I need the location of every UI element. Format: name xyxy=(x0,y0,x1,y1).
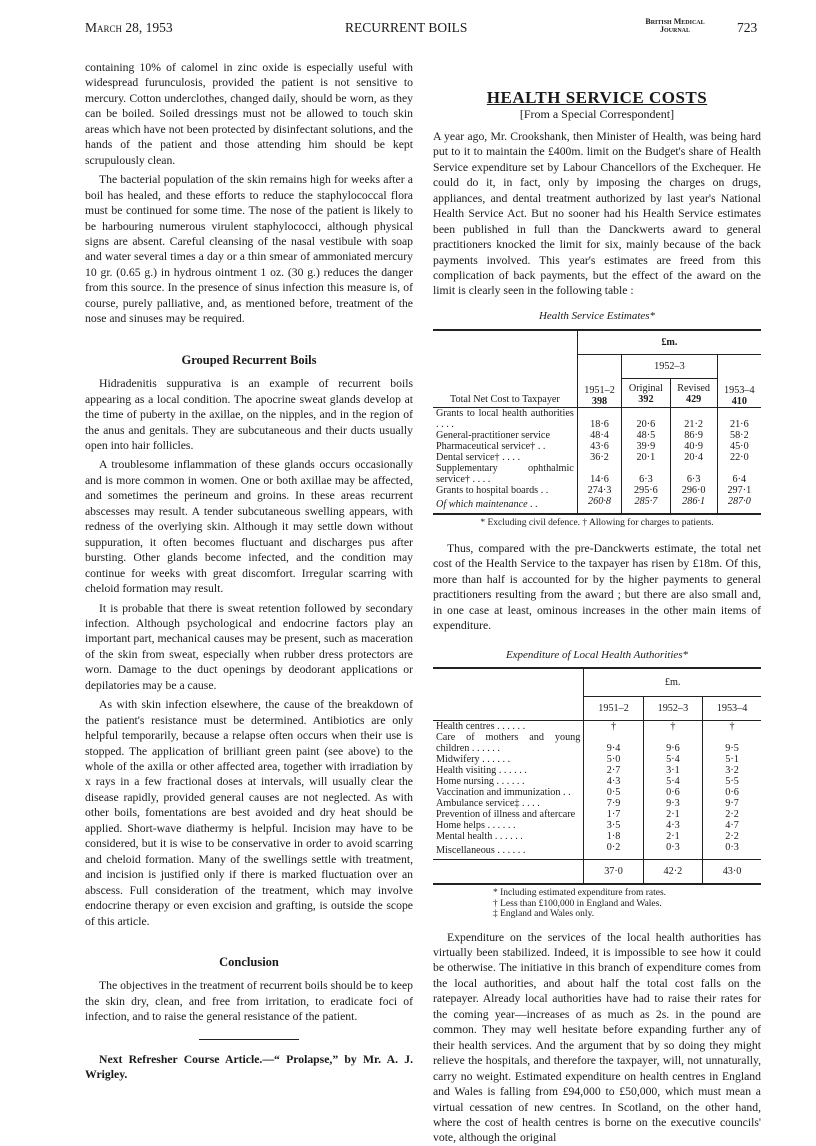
row-label: Vaccination and immunization . . xyxy=(436,787,571,799)
row-label: Supplementary ophthalmic service† . . . . xyxy=(436,463,574,486)
table-cell: 9·4 xyxy=(584,732,643,754)
table-cell xyxy=(577,355,621,408)
table-cell: 2·2 xyxy=(703,809,761,820)
column-total: 429 xyxy=(685,394,702,406)
unit-header: £m. xyxy=(584,669,761,697)
table-row xyxy=(433,463,761,485)
table-cell: 6·3 xyxy=(622,463,670,485)
table-cell: 3·5 xyxy=(584,820,643,831)
row-label: Grants to hospital boards . . xyxy=(436,485,549,497)
table-cell: 4·3 xyxy=(643,820,702,831)
section-heading: Grouped Recurrent Boils xyxy=(181,352,317,367)
table-cell: † xyxy=(703,721,761,733)
table-cell: 2·1 xyxy=(643,831,702,842)
table-cell: 5·5 xyxy=(703,776,761,787)
next-article-note: Next Refresher Course Article.—“ Prolapse,” by Mr. A. J. Wrigley. xyxy=(85,1052,413,1082)
table-cell: 295·6 xyxy=(622,485,670,496)
table-cell: 5·4 xyxy=(643,754,702,765)
row-label: Pharmaceutical service† . . xyxy=(436,441,546,453)
table-cell: 6·4 xyxy=(717,463,761,485)
section-heading: Conclusion xyxy=(219,955,279,970)
row-label: Home nursing . . . . . . xyxy=(436,776,525,788)
table-cell: † xyxy=(643,721,702,733)
totals-row xyxy=(433,860,761,884)
row-header xyxy=(433,669,584,721)
article-title: HEALTH SERVICE COSTS xyxy=(486,88,708,107)
column-total: 392 xyxy=(638,394,654,406)
column-total: 398 xyxy=(591,396,608,408)
running-title: RECURRENT BOILS xyxy=(345,20,468,35)
paragraph: It is probable that there is sweat retention followed by secondary infection. Although psychological and endocrine factors play an important part, mechanical causes may be present, such as maceration of the skin from sweat, especially when rubber dress protectors are worn. Damage to the duct openings by deodorant applications or depilatories may be a cause. xyxy=(85,601,413,692)
left-column xyxy=(85,60,413,1083)
journal-name: British Medical Journal xyxy=(645,17,705,34)
table-row xyxy=(433,831,761,842)
row-header: Total Net Cost to Taxpayer xyxy=(449,394,560,406)
total-cell: 43·0 xyxy=(703,860,761,884)
table-cell xyxy=(670,379,717,408)
table-cell: 22·0 xyxy=(717,452,761,463)
paragraph: A troublesome inflammation of these glands occurs occasionally and is more common in women. One or both axillae may be affected, and sometimes the perineum and groins. In these areas recurrent abscesses may result. A tender subcutaneous swelling appears, with redness of the overlying skin. Although it may settle down without suppuration, it often becomes fluctuant and discharges pus after bursting. Other glands become infected, and the condition may continue for weeks with great discomfort. Irregular scarring with cheloid formation may result. xyxy=(85,458,413,596)
table-row xyxy=(433,798,761,809)
table-cell: 58·2 xyxy=(717,430,761,441)
table-cell: 21·6 xyxy=(717,408,761,431)
table-cell: 0·6 xyxy=(703,787,761,798)
article-byline: [From a Special Correspondent] xyxy=(519,107,675,122)
column-label: 1953–4 xyxy=(724,385,755,397)
row-label: Mental health . . . . . . xyxy=(436,831,523,843)
table-cell: 0·3 xyxy=(703,842,761,860)
table-cell: 297·1 xyxy=(717,485,761,496)
table-cell: 3·1 xyxy=(643,765,702,776)
column-label: 1951–2 xyxy=(584,385,615,397)
table-cell: 4·3 xyxy=(584,776,643,787)
table-row xyxy=(433,408,761,431)
row-label: Home helps . . . . . . xyxy=(436,820,516,832)
table-cell: 40·9 xyxy=(670,441,717,452)
table-rule xyxy=(433,513,761,515)
column-label: Revised xyxy=(677,383,711,395)
table-cell: 9·7 xyxy=(703,798,761,809)
row-label: Of which maintenance . . xyxy=(436,499,538,511)
table-row xyxy=(433,732,761,754)
row-label: Miscellaneous . . . . . . xyxy=(436,845,526,857)
table-cell: 7·9 xyxy=(584,798,643,809)
table-cell: 20·1 xyxy=(622,452,670,463)
table-caption: Expenditure of Local Health Authorities* xyxy=(505,648,689,661)
table-cell: 3·2 xyxy=(703,765,761,776)
table-cell: 86·9 xyxy=(670,430,717,441)
table-cell: 36·2 xyxy=(577,452,621,463)
table-cell: 2·7 xyxy=(584,765,643,776)
column-label: 1952–3 xyxy=(643,697,702,721)
divider xyxy=(199,1039,299,1040)
footnote: * Including estimated expenditure from rates. xyxy=(493,888,667,899)
paragraph: Expenditure on the services of the local health authorities has virtually been stabilized. Indeed, it is impossible to see how it could be otherwise. The initiative in this branch of expenditure comes from the local authorities, and about half the total cost falls on the ratepayer. Already local authorities have had to raise their rates for the coming year—increases of as much as 2s. in the pound are common. They may well hesitate before expanding further any of their health services. And the argument that by so doing they might relieve the hospitals, and therefore the taxpayer, will, not unnaturally, carry no weight. Estimated expenditure on health centres in England and Wales is falling from £94,000 to £50,000, which must mean a virtual cessation of new centres. In Scotland, on the other hand, where the cost of health centres is borne on the executive councils' vote, although the original xyxy=(433,930,761,1145)
row-label: General-practitioner service xyxy=(436,430,550,442)
header-row xyxy=(433,331,761,355)
paragraph: containing 10% of calomel in zinc oxide is especially useful with widespread furunculosis, provided the patient is not sensitive to mercury. Cotton underclothes, changed daily, should be worn, as they can be boiled. Soiled dressings must not be allowed to touch skin areas which have not been protected by disinfectant solutions, and the hands of the patient and those attending him should be kept scrupulously clean. xyxy=(85,61,413,167)
local-health-authorities-table xyxy=(433,669,761,883)
table-row xyxy=(433,754,761,765)
table-footnotes xyxy=(433,888,761,920)
table-cell: 4·7 xyxy=(703,820,761,831)
table-cell: 9·5 xyxy=(703,732,761,754)
table-footnote: * Excluding civil defence. † Allowing for charges to patients. xyxy=(480,518,714,529)
table-cell: 39·9 xyxy=(622,441,670,452)
total-cell: 37·0 xyxy=(584,860,643,884)
table-cell: 1·8 xyxy=(584,831,643,842)
table-cell: 20·6 xyxy=(622,408,670,431)
unit-header: £m. xyxy=(577,331,761,355)
column-label: 1953–4 xyxy=(703,697,761,721)
table-cell: 20·4 xyxy=(670,452,717,463)
footnote: † Less than £100,000 in England and Wales. xyxy=(493,898,662,909)
table-cell: 14·6 xyxy=(577,463,621,485)
table-row xyxy=(433,485,761,496)
row-label: Health visiting . . . . . . xyxy=(436,765,527,777)
row-label: Health centres . . . . . . xyxy=(433,721,584,733)
table-cell: 0·5 xyxy=(584,787,643,798)
row-label: Care of mothers and young children . . . . . . xyxy=(436,732,581,755)
paragraph: Hidradenitis suppurativa is an example of recurrent boils appearing as a local condition. The apocrine sweat glands develop at the time of puberty in the axillae, on the nipples, and in the region of the anus and genitals. They are subcutaneous and their ducts usually open into hair follicles. xyxy=(85,377,413,452)
table-cell: 0·2 xyxy=(584,842,643,860)
table-row xyxy=(433,809,761,820)
table-row xyxy=(433,496,761,513)
table-cell: 48·5 xyxy=(622,430,670,441)
total-cell: 42·2 xyxy=(643,860,702,884)
table-caption: Health Service Estimates* xyxy=(538,309,656,322)
table-cell: 2·1 xyxy=(643,809,702,820)
row-label: Dental service† . . . . xyxy=(436,452,521,464)
table-cell: 0·6 xyxy=(643,787,702,798)
table-rule xyxy=(433,883,761,885)
row-label: Grants to local health authorities . . . . xyxy=(433,408,577,431)
table-cell: 286·1 xyxy=(670,496,717,513)
table-row xyxy=(433,820,761,831)
table-cell xyxy=(622,379,670,408)
table-cell: 0·3 xyxy=(643,842,702,860)
row-label xyxy=(433,860,584,884)
table-cell: 5·1 xyxy=(703,754,761,765)
table-cell: 2·2 xyxy=(703,831,761,842)
table-cell: 43·6 xyxy=(577,441,621,452)
table-cell: 285·7 xyxy=(622,496,670,513)
row-label: Midwifery . . . . . . xyxy=(436,754,511,766)
row-label: Ambulance service‡ . . . . xyxy=(436,798,540,810)
table-cell: 1·7 xyxy=(584,809,643,820)
table-row xyxy=(433,776,761,787)
paragraph: The bacterial population of the skin remains high for weeks after a boil has healed, and these efforts to reduce the staphylococcal flora must be continued for some time. The nose of the patient is likely to be harbouring numerous virulent staphylococci, although physical signs are absent. Careful cleansing of the nasal vestibule with soap and water several times a day or a thin smear of ammoniated mercury 10 gr. (0.65 g.) in hydrous ointment 1 oz. (30 g.) reduces the danger from this source. In the presence of sinus infection this measure is, of course, purely palliative, and, as mentioned before, treatment of the nose and sinuses may be required. xyxy=(85,173,413,326)
paragraph: Thus, compared with the pre-Danckwerts estimate, the total net cost of the Health Service to the taxpayer has risen by £18m. Of this, more than half is accounted for by the higher payments to general practitioners resulting from the award ; but there are also small and, in one case at least, ominous increases in the other main items of expenditure. xyxy=(433,541,761,633)
table-cell: 48·4 xyxy=(577,430,621,441)
table-cell: 21·2 xyxy=(670,408,717,431)
column-total: 410 xyxy=(731,396,747,408)
table-row xyxy=(433,441,761,452)
paragraph: A year ago, Mr. Crookshank, then Minister of Health, was being hard put to it to maintain the £400m. limit on the Budget's share of Health Service expenditure set by Labour Chancellors of the Exchequer. He could do it, in fact, only by imposing the charges on drugs, appliances, and dental treatment authorized by last year's National Health Service Act. But no sooner had his Health Service estimates been published in full than the Danckwerts award to general practitioners knocked the limit for six, mainly because of the back payments involved. This year's estimates are freed from this complication of back payments, but the effect of the award on the limit is clearly seen in the following table : xyxy=(433,129,761,298)
paragraph: As with skin infection elsewhere, the cause of the breakdown of the patient's resistance must be determined. Antibiotics are only helpful temporarily, because a relapse often occurs when their use is stopped. The application of brilliant green paint (see above) to the whole of the axilla or other affected area, together with irradiation by x rays in a few fractional doses at intervals, will usually clear the disease rapidly, provided general causes are not neglected. As with other boils, fomentations are best avoided and dry heat should be applied. Short-wave diathermy is helpful. Incision may have to be considered, but it is wise to be conservative in order to avoid scarring and cheloid formation. Many of the swellings settle with treatment, and incision is justified only if there is marked fluctuation over an abscess. Full consideration of the treatment, which may involve endocrine therapy or even excision and grafting, is outside the scope of this article. xyxy=(85,698,413,928)
row-label: Prevention of illness and aftercare xyxy=(436,809,576,821)
table-row xyxy=(433,430,761,441)
table-row xyxy=(433,721,761,733)
table-cell: 296·0 xyxy=(670,485,717,496)
table-cell: 9·3 xyxy=(643,798,702,809)
table-cell: 274·3 xyxy=(577,485,621,496)
table-row xyxy=(433,787,761,798)
group-header: 1952–3 xyxy=(622,355,717,379)
table-cell: 18·6 xyxy=(577,408,621,431)
paragraph: The objectives in the treatment of recurrent boils should be to keep the skin dry, clean, and free from irritation, to eradicate foci of infection, and to raise the general resistance of the patient. xyxy=(85,979,413,1024)
table-cell: 5·0 xyxy=(584,754,643,765)
table-row xyxy=(433,452,761,463)
header-date: March 28, 1953 xyxy=(85,20,173,35)
footnote: ‡ England and Wales only. xyxy=(493,909,595,920)
table-cell: 5·4 xyxy=(643,776,702,787)
health-service-estimates-table xyxy=(433,331,761,513)
page-number: 723 xyxy=(737,20,758,35)
table-cell: 260·8 xyxy=(577,496,621,513)
table-cell: 9·6 xyxy=(643,732,702,754)
table-cell xyxy=(717,355,761,408)
table-row xyxy=(433,765,761,776)
table-cell: 287·0 xyxy=(717,496,761,513)
column-label: Original xyxy=(628,383,663,395)
right-column xyxy=(433,90,761,1146)
table-cell: 45·0 xyxy=(717,441,761,452)
table-cell: † xyxy=(584,721,643,733)
table-row xyxy=(433,842,761,860)
column-label: 1951–2 xyxy=(584,697,643,721)
table-cell: 6·3 xyxy=(670,463,717,485)
